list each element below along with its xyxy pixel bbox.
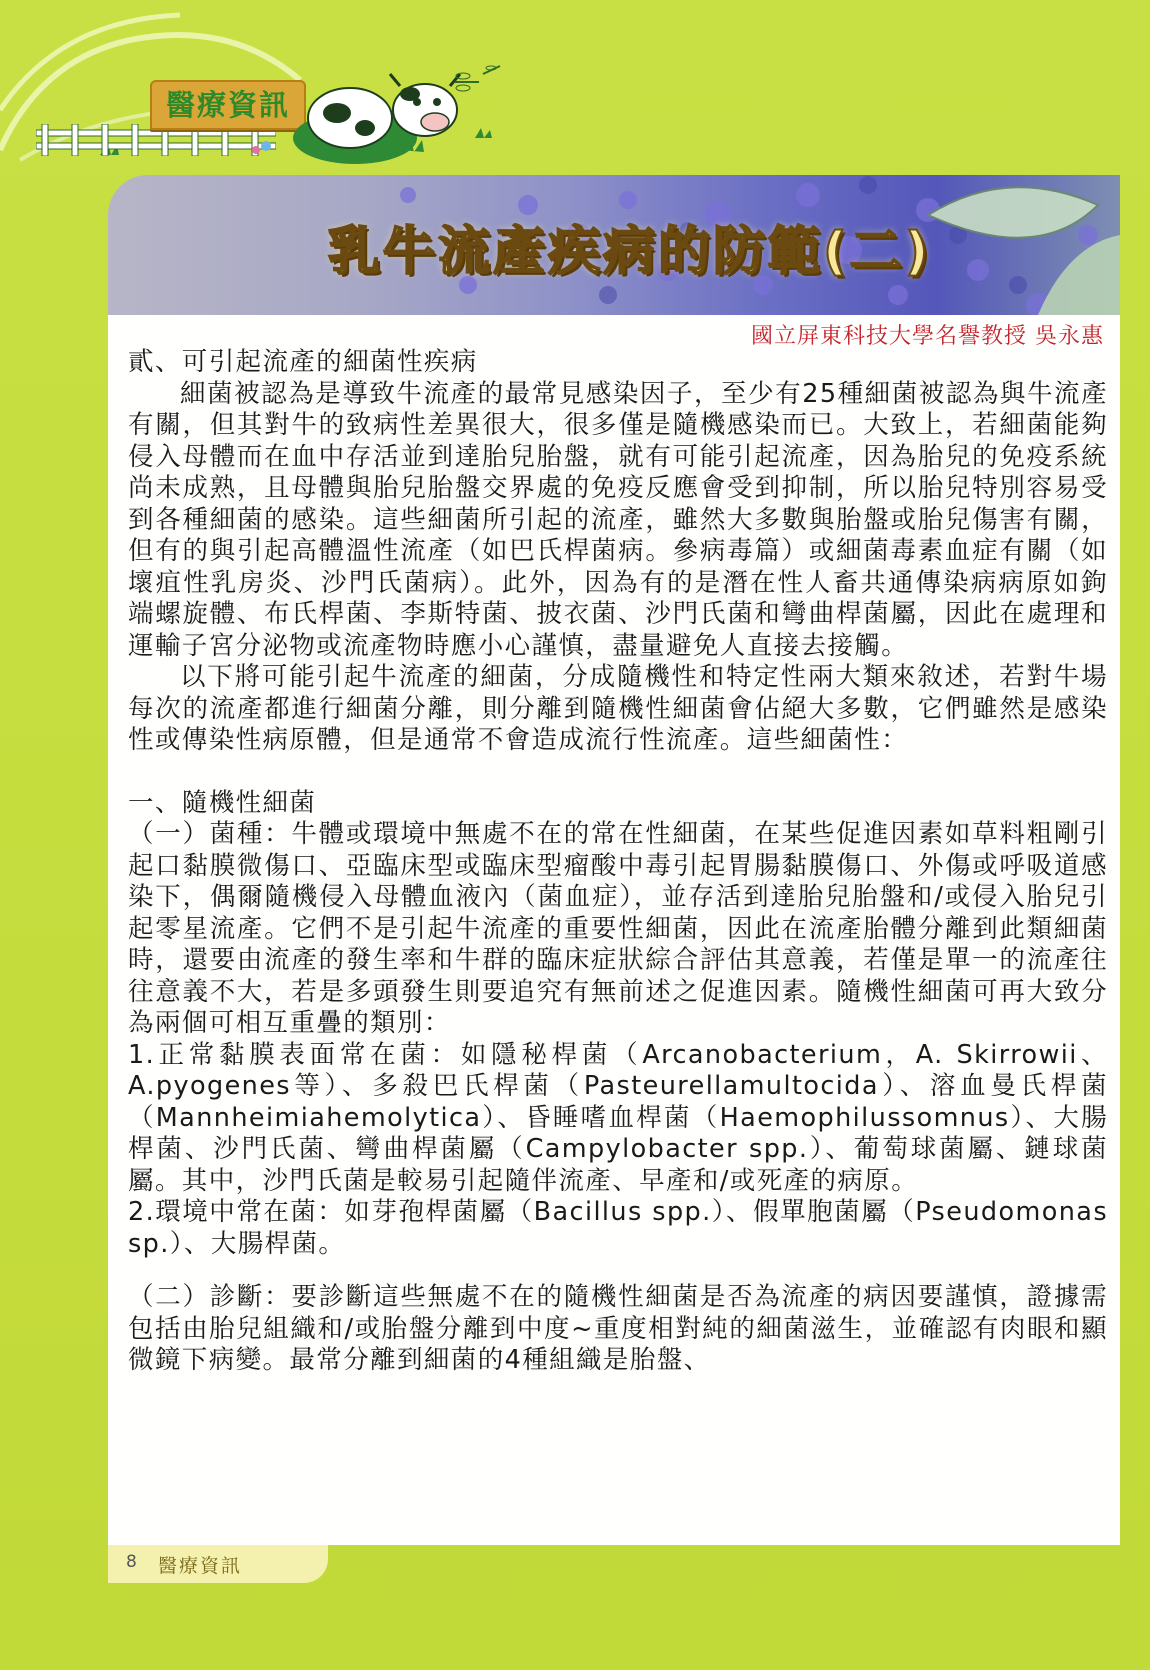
paragraph: （二）診斷：要診斷這些無處不在的隨機性細菌是否為流產的病因要謹慎，證據需包括由胎兒組織和/或胎盤分離到中度~重度相對純的細菌滋生，並確認有肉眼和顯微鏡下病變。最常分離到細菌的4種組織是胎盤、 [128, 1282, 1108, 1375]
author-byline: 國立屏東科技大學名譽教授 吳永惠 [751, 324, 1104, 349]
paragraph: （一）菌種：牛體或環境中無處不在的常在性細菌，在某些促進因素如草料粗剛引起口黏膜微傷口、亞臨床型或臨床型瘤酸中毒引起胃腸黏膜傷口、外傷或呼吸道感染下，偶爾隨機侵入母體血液內（菌血症），並存活到達胎兒胎盤和/或侵入胎兒引起零星流產。它們不是引起牛流產的重要性細菌，因此在流產胎體分離到此類細菌時，還要由流產的發生率和牛群的臨床症狀綜合評估其意義，若僅是單一的流產往往意義不大，若是多頭發生則要追究有無前述之促進因素。隨機性細菌可再大致分為兩個可相互重疊的類別： [128, 819, 1108, 1038]
subsection-heading: 一、隨機性細菌 [128, 787, 317, 818]
article-title: 乳牛流產疾病的防範(二) [328, 222, 932, 282]
page-footer [108, 1545, 328, 1583]
dragonfly-icon [445, 62, 505, 102]
section-tag: 醫療資訊 [150, 80, 306, 130]
article-text [128, 347, 1108, 1377]
footer-section-label: 醫療資訊 [158, 1555, 243, 1577]
section-heading: 貳、可引起流產的細菌性疾病 [128, 347, 478, 377]
title-banner [108, 175, 1120, 317]
paragraph: 以下將可能引起牛流產的細菌，分成隨機性和特定性兩大類來敘述，若對牛場每次的流產都進行細菌分離，則分離到隨機性細菌會佔絕大多數，它們雖然是感染性或傳染性病原體，但是通常不會造成流行性流產。這些細菌性： [128, 662, 1108, 755]
article-body [108, 315, 1120, 1545]
list-item: 1.正常黏膜表面常在菌：如隱秘桿菌（Arcanobacterium，A. Skirrowii、A.pyogenes等）、多殺巴氏桿菌（Pasteurellamultocida）、溶血曼氏桿菌（Mannheimiahemolytica）、昏睡嗜血桿菌（Haemophilussomnus）、大腸桿菌、沙門氏菌、彎曲桿菌屬（Campylobacter spp.）、葡萄球菌屬、鏈球菌屬。其中，沙門氏菌是較易引起隨伴流產、早產和/或死產的病原。 [128, 1039, 1108, 1196]
page-number: 8 [126, 1552, 137, 1572]
paragraph: 細菌被認為是導致牛流產的最常見感染因子，至少有25種細菌被認為與牛流產有關，但其對牛的致病性差異很大，很多僅是隨機感染而已。大致上，若細菌能夠侵入母體而在血中存活並到達胎兒胎盤，就有可能引起流產，因為胎兒的免疫系統尚未成熟，且母體與胎兒胎盤交界處的免疫反應會受到抑制，所以胎兒特別容易受到各種細菌的感染。這些細菌所引起的流產，雖然大多數與胎盤或胎兒傷害有關，但有的與引起高體溫性流產（如巴氏桿菌病。參病毒篇）或細菌毒素血症有關（如壞疽性乳房炎、沙門氏菌病）。此外，因為有的是潛在性人畜共通傳染病病原如鉤端螺旋體、布氏桿菌、李斯特菌、披衣菌、沙門氏菌和彎曲桿菌屬，因此在處理和運輸子宮分泌物或流產物時應小心謹慎，盡量避免人直接去接觸。 [128, 378, 1108, 661]
list-item: 2.環境中常在菌：如芽孢桿菌屬（Bacillus spp.）、假單胞菌屬（Pseudomonas sp.）、大腸桿菌。 [128, 1197, 1108, 1259]
